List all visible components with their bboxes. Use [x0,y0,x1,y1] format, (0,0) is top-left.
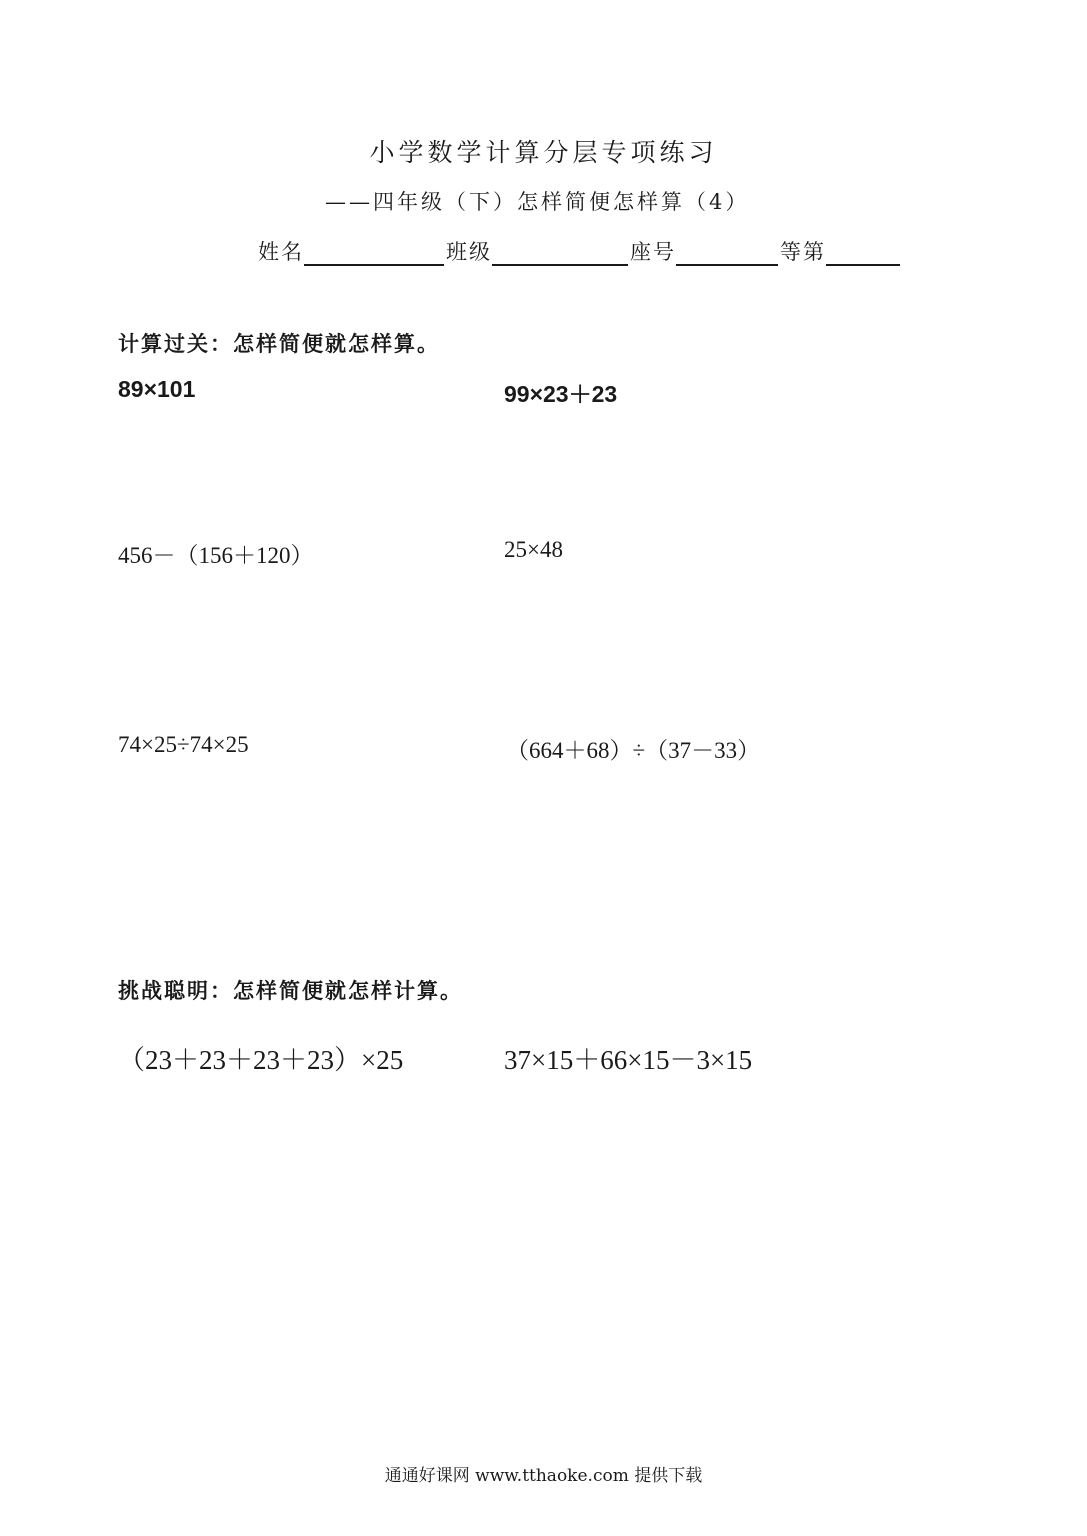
problem-5: 74×25÷74×25 [118,732,249,757]
grade-label: 等第 [780,240,826,264]
problem-1: 89×101 [118,376,196,402]
footer-credit: 通通好课网 www.tthaoke.com 提供下载 [384,1466,703,1486]
section2-heading: 挑战聪明：怎样简便就怎样计算。 [118,978,463,1003]
name-blank[interactable] [304,238,444,266]
class-label: 班级 [446,240,492,264]
grade-blank[interactable] [826,238,900,266]
section1-heading: 计算过关：怎样简便就怎样算。 [118,331,440,356]
problem-6: （664＋68）÷（37－33） [506,738,761,763]
problem-3: 456－（156＋120） [118,543,314,568]
challenge-problem-2: 37×15＋66×15－3×15 [504,1045,753,1075]
challenge-problem-1: （23＋23＋23＋23）×25 [118,1045,404,1075]
page-title: 小学数学计算分层专项练习 [369,138,718,167]
student-info-row [258,236,902,266]
page-subtitle: ——四年级（下）怎样简便怎样算（4） [325,190,750,214]
problem-4: 25×48 [504,537,563,562]
class-blank[interactable] [492,238,628,266]
problem-2: 99×23＋23 [504,381,618,407]
seat-label: 座号 [630,240,676,264]
name-label: 姓名 [258,240,304,264]
seat-blank[interactable] [676,238,778,266]
